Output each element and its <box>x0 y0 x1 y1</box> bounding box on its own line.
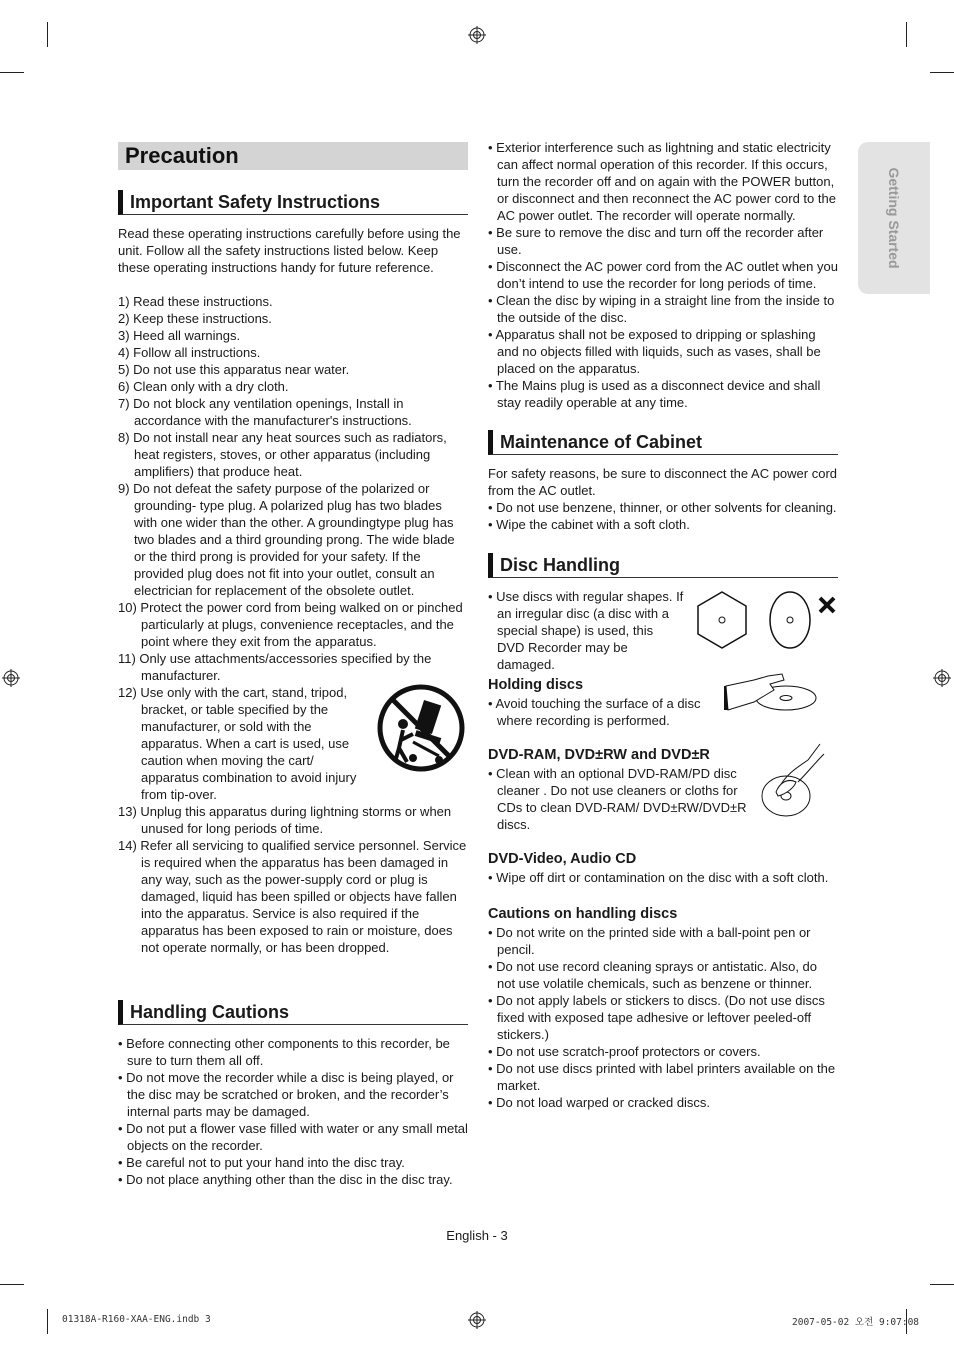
list-item: • Do not use record cleaning sprays or antistatic. Also, do not use volatile chemicals, such as benzene or thinner. <box>488 959 817 991</box>
irregular-disc-shapes-icon <box>694 586 838 656</box>
list-item: 11) Only use attachments/accessories specified by the manufacturer. <box>118 651 432 683</box>
list-item: 2) Keep these instructions. <box>118 311 272 326</box>
subheading-holding: Holding discs <box>488 677 584 693</box>
registration-mark-icon <box>468 26 486 44</box>
subheading-cautions: Cautions on handling discs <box>488 906 678 922</box>
page-title: Precaution <box>125 143 239 168</box>
disc-cleaning-icon <box>758 742 826 822</box>
list-item: • Be careful not to put your hand into the disc tray. <box>118 1155 405 1170</box>
crop-mark <box>0 72 24 73</box>
list-item: • Do not use discs printed with label printers available on the market. <box>488 1061 836 1093</box>
crop-mark <box>47 22 48 47</box>
list-item: • Do not put a flower vase filled with water or any small metal objects on the recorder. <box>118 1121 468 1153</box>
registration-mark-icon <box>468 1311 486 1329</box>
side-tab <box>858 142 930 294</box>
subheading-dvd-video: DVD-Video, Audio CD <box>488 851 637 867</box>
handling-list <box>118 1035 468 1188</box>
right-column <box>488 139 838 1111</box>
slug-timestamp: 2007-05-02 오전 9:07:08 <box>792 1317 920 1328</box>
list-item: • Do not use benzene, thinner, or other solvents for cleaning. <box>488 500 837 515</box>
section-heading-handling: Handling Cautions <box>118 1000 468 1025</box>
crop-mark <box>906 22 907 47</box>
side-tab-label: Getting Started <box>886 167 902 269</box>
section-heading-safety: Important Safety Instructions <box>118 190 468 215</box>
section-heading-disc: Disc Handling <box>488 553 838 578</box>
list-item: • Avoid touching the surface of a disc where recording is performed. <box>488 696 701 728</box>
list-item: 4) Follow all instructions. <box>118 345 261 360</box>
hand-holding-disc-icon <box>724 670 824 726</box>
list-item: • Exterior interference such as lightning and static electricity can affect normal operation of this recorder. If this occurs, turn the recorder off and on again with the POWER button, or disconnect and then reconnect the AC power cord to the AC power outlet. The recorder will operate normally. <box>488 140 836 223</box>
list-item: • Do not apply labels or stickers to discs. (Do not use discs fixed with exposed tape adhesive or leftover peeled-off stickers.) <box>488 993 825 1042</box>
irregular-disc-block <box>488 588 838 676</box>
list-item: • Wipe off dirt or contamination on the disc with a soft cloth. <box>488 870 829 885</box>
list-item: • Apparatus shall not be exposed to dripping or splashing and no objects filled with liquids, such as vases, shall be placed on the apparatus. <box>488 327 821 376</box>
list-item: • Do not move the recorder while a disc is being played, or the disc may be scratched or broken, and the recorder’s internal parts may be damaged. <box>118 1070 454 1119</box>
list-item: 14) Refer all servicing to qualified service personnel. Service is required when the apparatus has been damaged in any way, such as the power-supply cord or plug is damaged, liquid has been spilled or objects have fallen into the apparatus. Service is also required if the apparatus has been exposed to rain or moisture, does not operate normally, or has been dropped. <box>118 838 467 955</box>
crop-mark <box>0 1284 24 1285</box>
dvdram-block <box>488 746 838 833</box>
list-item: 10) Protect the power cord from being walked on or pinched particularly at plugs, convenience receptacles, and the point where they exit from the apparatus. <box>118 600 463 649</box>
list-item: 5) Do not use this apparatus near water. <box>118 362 350 377</box>
list-item: • Wipe the cabinet with a soft cloth. <box>488 517 690 532</box>
list-item: • Clean the disc by wiping in a straight line from the inside to the outside of the disc. <box>488 293 835 325</box>
list-item: 1) Read these instructions. <box>118 294 273 309</box>
list-item: • The Mains plug is used as a disconnect device and shall stay readily operable at any time. <box>488 378 821 410</box>
list-item: • Do not place anything other than the disc in the disc tray. <box>118 1172 453 1187</box>
crop-mark <box>47 1309 48 1334</box>
crop-mark <box>930 1284 954 1285</box>
registration-mark-icon <box>2 669 20 687</box>
list-item: 3) Heed all warnings. <box>118 328 241 343</box>
cabinet-intro: For safety reasons, be sure to disconnect the AC power cord from the AC outlet. <box>488 466 838 498</box>
slug-filename: 01318A-R160-XAA-ENG.indb 3 <box>62 1314 211 1325</box>
general-precautions-list <box>488 139 838 411</box>
disc-cautions-list <box>488 924 838 1111</box>
list-item: • Disconnect the AC power cord from the AC outlet when you don’t intend to use the recorder for long periods of time. <box>488 259 838 291</box>
list-item: 7) Do not block any ventilation openings, Install in accordance with the manufacturer's instructions. <box>118 396 412 428</box>
list-item: • Before connecting other components to this recorder, be sure to turn them all off. <box>118 1036 450 1068</box>
cabinet-list <box>488 499 838 533</box>
cart-tip-over-warning-icon <box>377 684 465 772</box>
list-item: • Be sure to remove the disc and turn off the recorder after use. <box>488 225 824 257</box>
list-item: • Use discs with regular shapes. If an irregular disc (a disc with a special shape) is used, this DVD Recorder may be damaged. <box>488 589 684 672</box>
safety-intro: Read these operating instructions carefully before using the unit. Follow all the safety instructions listed below. Keep these operating instructions handy for future reference. <box>118 226 461 275</box>
list-item: 6) Clean only with a dry cloth. <box>118 379 289 394</box>
crop-mark <box>930 72 954 73</box>
list-item: • Do not write on the printed side with a ball-point pen or pencil. <box>488 925 811 957</box>
section-heading-cabinet: Maintenance of Cabinet <box>488 430 838 455</box>
registration-mark-icon <box>933 669 951 687</box>
list-item-cart: 12) Use only with the cart, stand, tripod, bracket, or table specified by the manufacturer, or sold with the apparatus. When a cart is used, use caution when moving the cart/ apparatus combination to avoid injury from tip-over. <box>118 684 468 803</box>
page-title-bar <box>118 142 468 170</box>
list-item: 9) Do not defeat the safety purpose of the polarized or grounding- type plug. A polarized plug has two blades with one wider than the other. A groundingtype plug has two blades and a third grounding prong. The wide blade or the third prong is provided for your safety. If the provided plug does not fit into your outlet, consult an electrician for replacement of the obsolete outlet. <box>118 481 455 598</box>
safety-list <box>118 293 468 956</box>
list-item: • Clean with an optional DVD-RAM/PD disc cleaner . Do not use cleaners or cloths for CDs to clean DVD-RAM/ DVD±RW/DVD±R discs. <box>488 766 747 832</box>
left-column <box>118 142 468 1188</box>
subheading-dvdram: DVD-RAM, DVD±RW and DVD±R <box>488 747 710 763</box>
list-item: 8) Do not install near any heat sources such as radiators, heat registers, stoves, or other apparatus (including amplifiers) that produce heat. <box>118 430 447 479</box>
list-item: 13) Unplug this apparatus during lightning storms or when unused for long periods of time. <box>118 804 452 836</box>
page-number: English - 3 <box>446 1228 508 1243</box>
list-item: • Do not use scratch-proof protectors or covers. <box>488 1044 761 1059</box>
holding-discs-block <box>488 676 838 729</box>
list-item: • Do not load warped or cracked discs. <box>488 1095 711 1110</box>
